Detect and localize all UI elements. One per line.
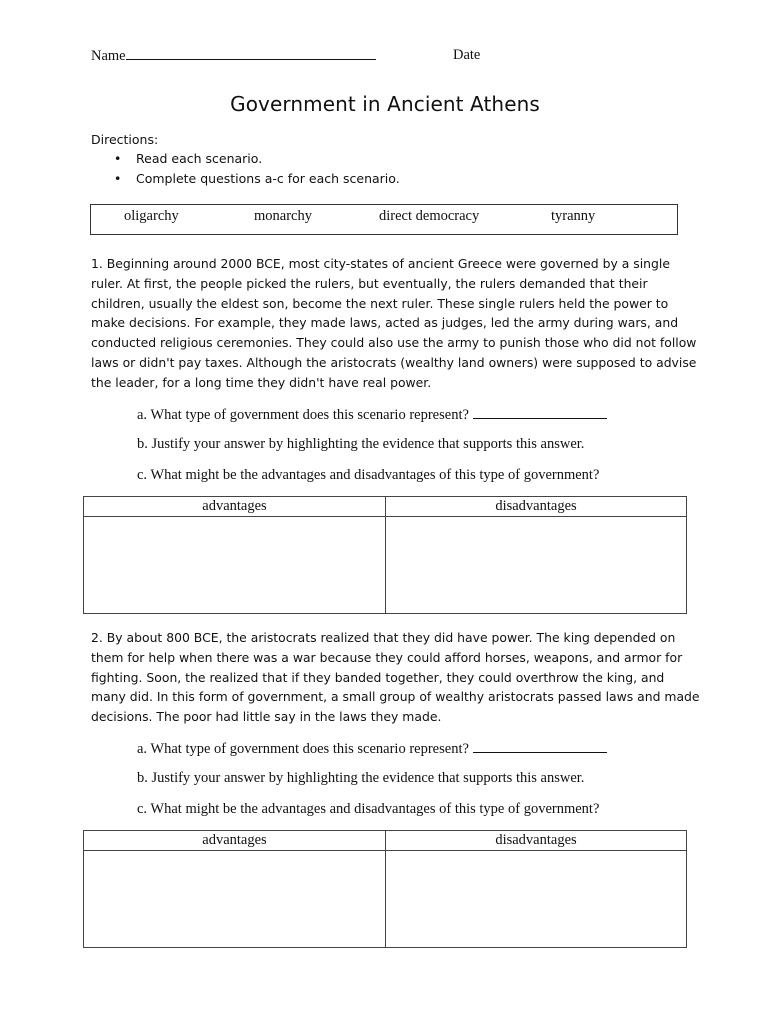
scenario-1-question-a: a. What type of government does this scenario represent? bbox=[137, 406, 607, 424]
date-field[interactable] bbox=[453, 47, 480, 64]
name-label: Name bbox=[91, 48, 126, 64]
answer-blank[interactable] bbox=[473, 740, 607, 753]
scenario-2-question-c: c. What might be the advantages and disadvantages of this type of government? bbox=[137, 801, 600, 817]
bullet-icon: • bbox=[114, 151, 122, 166]
word-bank-term: tyranny bbox=[551, 208, 596, 224]
bullet-icon: • bbox=[114, 170, 122, 186]
scenario-1-text: 1. Beginning around 2000 BCE, most city-states of ancient Greece were governed by a single ruler. At first, the people picked the rulers, but eventually, the rulers demanded that their children, usually the eldest son, become the next ruler. These single rulers held the power to make decisions. For example, they made laws, acted as judges, led the army during wars, and conducted religious ceremonies. They could also use the army to punish those who did not follow laws or didn't pay taxes. Although the aristocrats (wealthy land owners) were supposed to advise the leader, for a long time they didn't have real power. bbox=[91, 256, 697, 390]
word-bank-term: direct democracy bbox=[379, 208, 480, 224]
advantages-header: advantages bbox=[202, 498, 267, 514]
directions-item: • Complete questions a-c for each scenario. bbox=[114, 170, 400, 186]
scenario-2-table bbox=[83, 830, 687, 948]
name-blank[interactable] bbox=[126, 47, 376, 60]
directions-list bbox=[114, 151, 400, 190]
page-title: Government in Ancient Athens bbox=[230, 92, 540, 116]
scenario-1-question-b: b. Justify your answer by highlighting the evidence that supports this answer. bbox=[137, 436, 585, 452]
scenario-2-question-b: b. Justify your answer by highlighting the evidence that supports this answer. bbox=[137, 770, 585, 786]
word-bank-term: oligarchy bbox=[124, 208, 179, 224]
scenario-2-question-a: a. What type of government does this scenario represent? bbox=[137, 740, 607, 758]
directions-item: • Read each scenario. bbox=[114, 151, 263, 166]
word-bank bbox=[90, 204, 678, 235]
advantages-header: advantages bbox=[202, 832, 267, 848]
name-field[interactable] bbox=[91, 47, 376, 65]
scenario-1-table bbox=[83, 496, 687, 614]
directions-label: Directions: bbox=[91, 132, 159, 147]
answer-blank[interactable] bbox=[473, 406, 607, 419]
scenario-1-question-c: c. What might be the advantages and disadvantages of this type of government? bbox=[137, 467, 600, 483]
disadvantages-header: disadvantages bbox=[495, 832, 577, 848]
disadvantages-header: disadvantages bbox=[495, 498, 577, 514]
word-bank-term: monarchy bbox=[254, 208, 312, 224]
scenario-2-text: 2. By about 800 BCE, the aristocrats realized that they did have power. The king depended on them for help when there was a war because they could afford horses, weapons, and armor for fighting. Soon, the realized that if they banded together, they could overthrow the king, and many did. In this form of government, a small group of wealthy aristocrats passed laws and made decisions. The poor had little say in the laws they made. bbox=[91, 630, 700, 725]
date-label: Date bbox=[453, 47, 481, 63]
